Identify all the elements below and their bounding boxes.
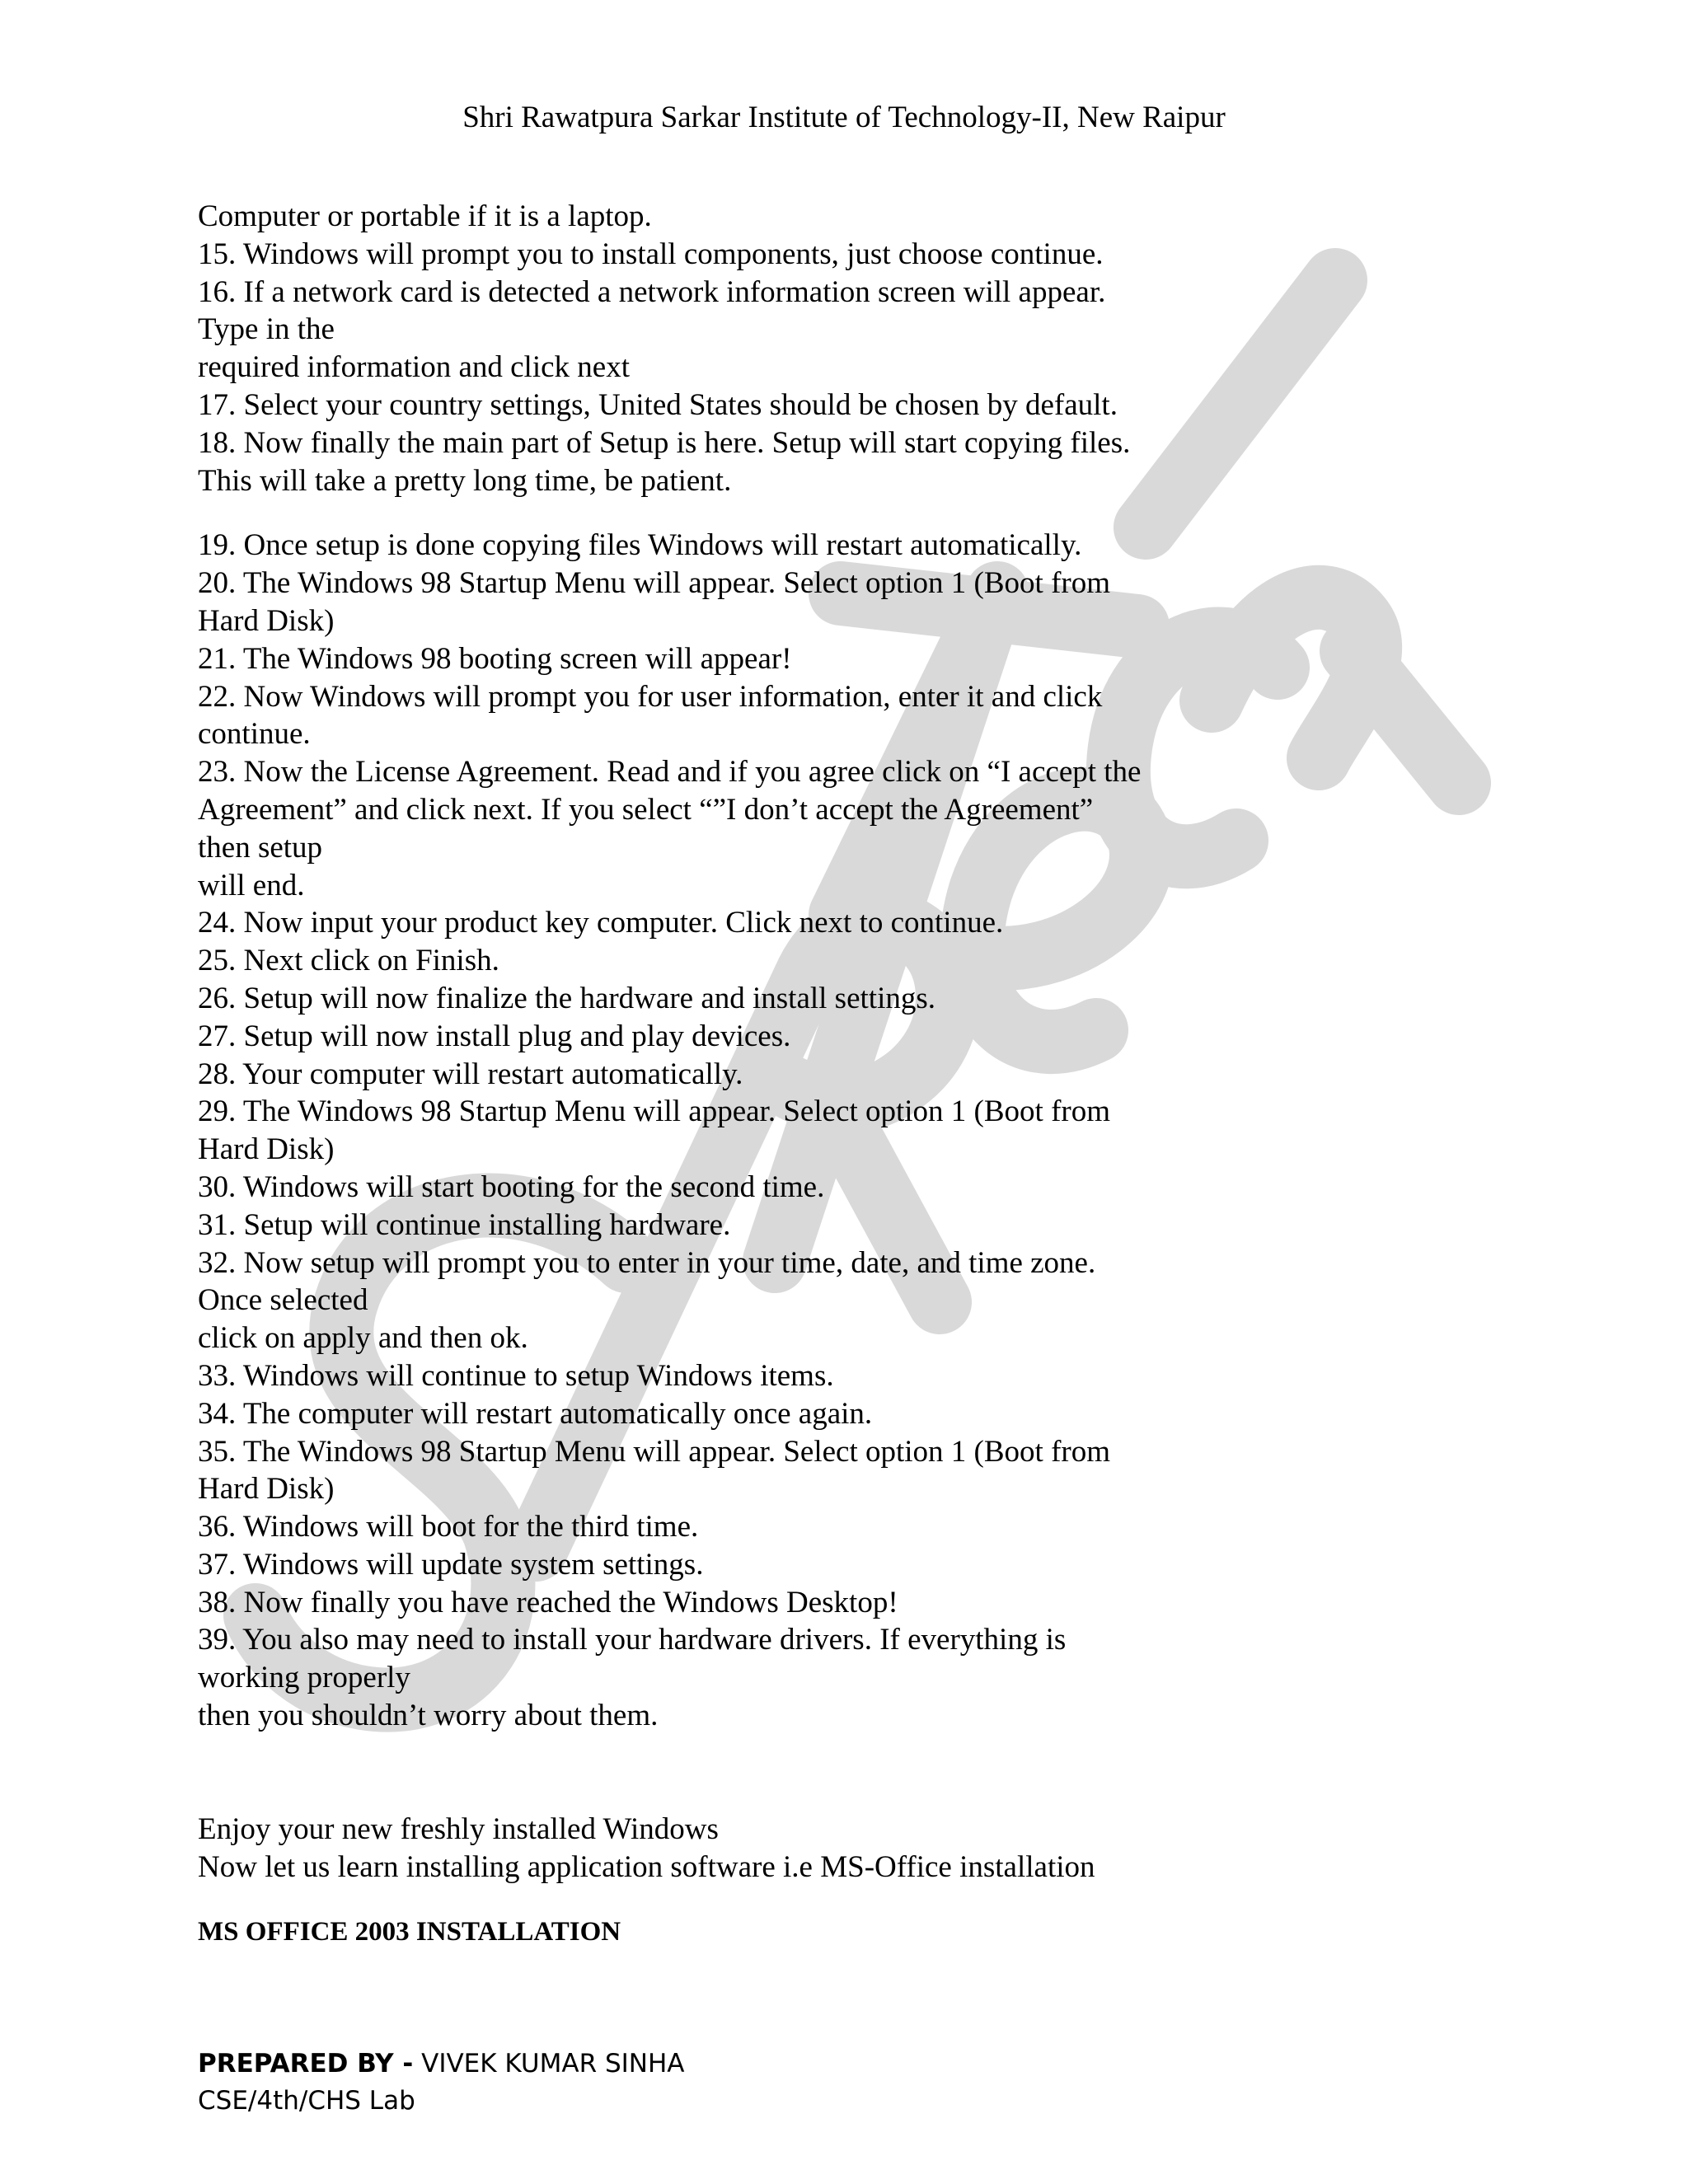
step-15: 15. Windows will prompt you to install components, just choose continue. — [198, 237, 1104, 271]
text-line: Computer or portable if it is a laptop. — [198, 199, 652, 233]
step-25: 25. Next click on Finish. — [198, 944, 499, 978]
step-21: 21. The Windows 98 booting screen will appear! — [198, 641, 792, 676]
step-31: 31. Setup will continue installing hardware. — [198, 1207, 731, 1242]
paragraph-gap — [198, 499, 1599, 527]
step-23: 23. Now the License Agreement. Read and if you agree click on “I accept the — [198, 755, 1142, 790]
step-26: 26. Setup will now finalize the hardware and install settings. — [198, 981, 935, 1015]
course-line: CSE/4th/CHS Lab — [198, 2086, 415, 2116]
step-16: 16. If a network card is detected a network information screen will appear. — [198, 274, 1106, 309]
closing-line: Now let us learn installing application software i.e MS-Office installation — [198, 1849, 1095, 1884]
text-line: Agreement” and click next. If you select “”I don’t accept the Agreement” — [198, 792, 1094, 827]
step-24: 24. Now input your product key computer. Click next to continue. — [198, 906, 1004, 940]
step-33: 33. Windows will continue to setup Windows items. — [198, 1358, 834, 1393]
step-32: 32. Now setup will prompt you to enter in your time, date, and time zone. — [198, 1245, 1096, 1280]
prepared-by-line — [198, 2046, 685, 2083]
text-line: will end. — [198, 868, 305, 902]
text-line: working properly — [198, 1661, 410, 1695]
step-34: 34. The computer will restart automatically once again. — [198, 1396, 873, 1431]
text-line: This will take a pretty long time, be patient. — [198, 463, 732, 498]
section-heading: MS OFFICE 2003 INSTALLATION — [198, 1917, 621, 1947]
text-line: Hard Disk) — [198, 1472, 335, 1507]
step-19: 19. Once setup is done copying files Windows will restart automatically. — [198, 528, 1082, 563]
prepared-by-label: PREPARED BY - — [198, 2049, 414, 2079]
step-27: 27. Setup will now install plug and play devices. — [198, 1019, 791, 1053]
installation-steps — [198, 198, 1599, 1886]
step-39: 39. You also may need to install your hardware drivers. If everything is — [198, 1623, 1067, 1657]
step-28: 28. Your computer will restart automatically. — [198, 1057, 743, 1091]
closing-line: Enjoy your new freshly installed Windows — [198, 1811, 719, 1846]
text-line: required information and click next — [198, 350, 630, 385]
step-30: 30. Windows will start booting for the second time. — [198, 1169, 825, 1204]
text-line: then you shouldn’t worry about them. — [198, 1699, 659, 1733]
author-name: VIVEK KUMAR SINHA — [421, 2049, 685, 2079]
text-line: Once selected — [198, 1283, 368, 1318]
step-18: 18. Now finally the main part of Setup is here. Setup will start copying files. — [198, 425, 1131, 460]
text-line: click on apply and then ok. — [198, 1321, 528, 1356]
paragraph-gap — [198, 1735, 1599, 1811]
page-header: Shri Rawatpura Sarkar Institute of Technology-II, New Raipur — [462, 101, 1226, 134]
step-35: 35. The Windows 98 Startup Menu will appear. Select option 1 (Boot from — [198, 1434, 1111, 1469]
step-38: 38. Now finally you have reached the Windows Desktop! — [198, 1585, 898, 1619]
text-line: then setup — [198, 830, 323, 865]
step-36: 36. Windows will boot for the third time. — [198, 1510, 699, 1544]
step-22: 22. Now Windows will prompt you for user information, enter it and click — [198, 679, 1103, 714]
text-line: Hard Disk) — [198, 1132, 335, 1167]
text-line: continue. — [198, 717, 311, 752]
step-20: 20. The Windows 98 Startup Menu will appear. Select option 1 (Boot from — [198, 566, 1111, 601]
text-line: Hard Disk) — [198, 603, 335, 638]
page-footer — [198, 2046, 685, 2120]
step-37: 37. Windows will update system settings. — [198, 1547, 704, 1582]
step-29: 29. The Windows 98 Startup Menu will appear. Select option 1 (Boot from — [198, 1094, 1111, 1129]
step-17: 17. Select your country settings, United States should be chosen by default. — [198, 387, 1118, 422]
text-line: Type in the — [198, 312, 335, 347]
